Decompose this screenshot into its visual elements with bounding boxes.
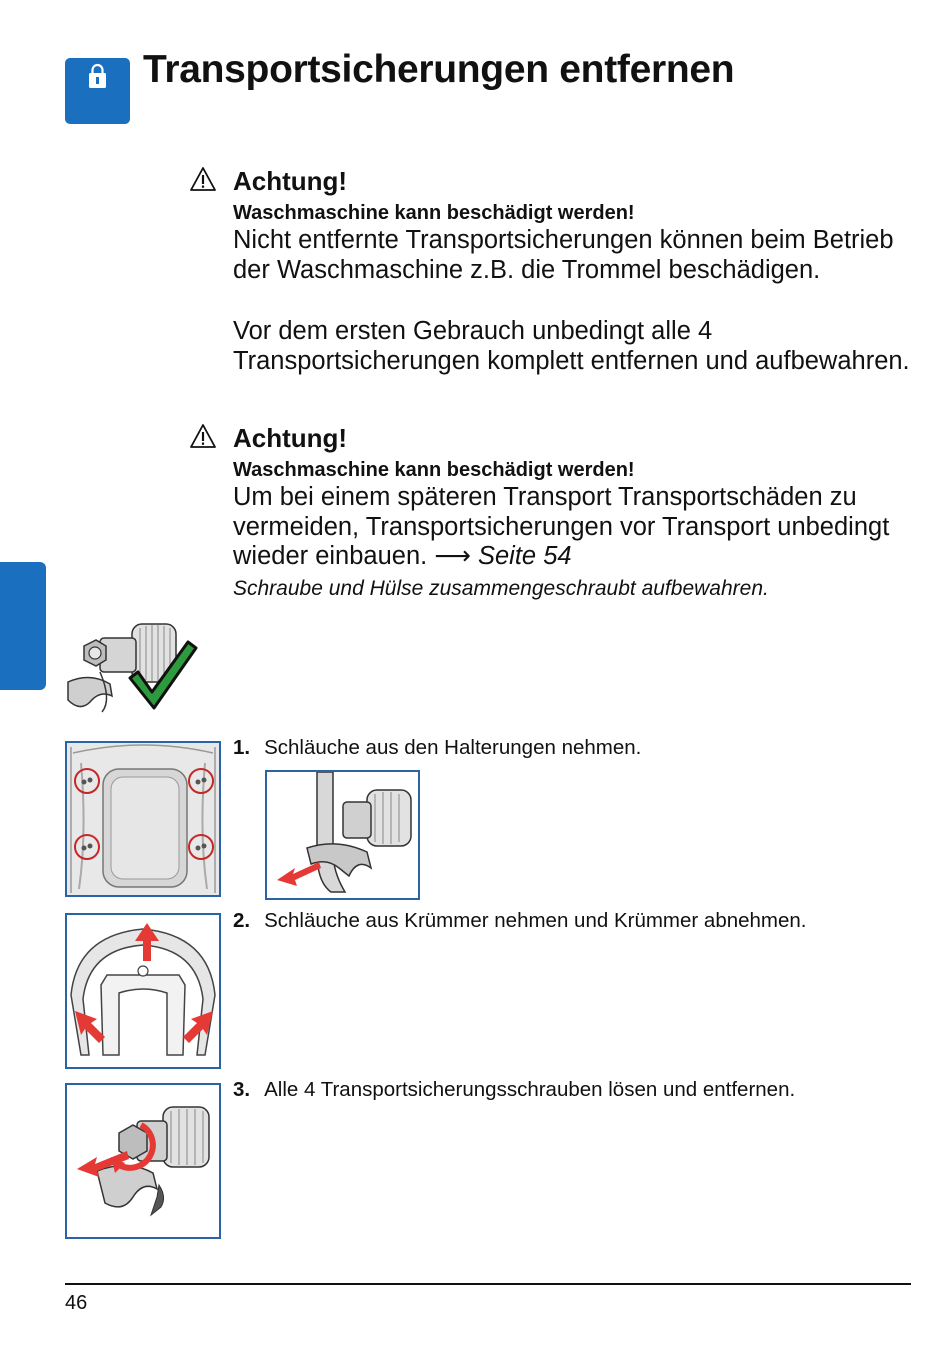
warning-paragraph [233, 483, 923, 572]
warning-triangle-icon [189, 166, 217, 192]
page-reference-arrow: ⟶ [434, 542, 471, 570]
step-text: Schläuche aus Krümmer nehmen und Krümmer abnehmen. [264, 909, 807, 932]
step-number: 1. [233, 736, 251, 759]
step-item [233, 736, 641, 760]
lock-badge [65, 58, 130, 124]
step-item [233, 909, 807, 933]
chapter-tab [0, 562, 46, 690]
step-number: 3. [233, 1078, 251, 1101]
step-number: 2. [233, 909, 251, 932]
page-title: Transportsicherungen entfernen [143, 48, 735, 91]
machine-rear-figure [65, 741, 221, 897]
warning-paragraph: Nicht entfernte Transportsicherungen können beim Betrieb der Waschmaschine z.B. die Trommel beschädigen. [233, 226, 894, 284]
warning-triangle-icon [189, 423, 217, 449]
warning-heading: Achtung! [233, 166, 348, 196]
step-item [233, 1078, 795, 1102]
footer-divider [65, 1283, 911, 1285]
step-text: Schläuche aus den Halterungen nehmen. [264, 736, 642, 759]
bolt-loosen-figure [65, 1083, 221, 1239]
hose-bend-figure [65, 913, 221, 1069]
page-reference-link[interactable]: Seite 54 [477, 542, 572, 570]
lock-icon [65, 58, 130, 124]
hose-holder-figure [265, 770, 420, 900]
warning-subheading: Waschmaschine kann beschädigt werden! [233, 459, 635, 481]
warning-subheading: Waschmaschine kann beschädigt werden! [233, 202, 635, 224]
warning-paragraph-text: Um bei einem späteren Transport Transportschäden zu vermeiden, Transportsicherungen vor Transport unbedingt wieder einbauen. [233, 483, 890, 570]
warning-paragraph: Vor dem ersten Gebrauch unbedingt alle 4 Transportsicherungen komplett entfernen und aufbewahren. [233, 317, 910, 375]
warning-heading: Achtung! [233, 423, 348, 453]
transport-bolt-ok-illustration [60, 612, 200, 722]
storage-note: Schraube und Hülse zusammengeschraubt aufbewahren. [233, 577, 769, 600]
page-number: 46 [65, 1292, 88, 1314]
step-text: Alle 4 Transportsicherungsschrauben lösen und entfernen. [264, 1078, 796, 1101]
